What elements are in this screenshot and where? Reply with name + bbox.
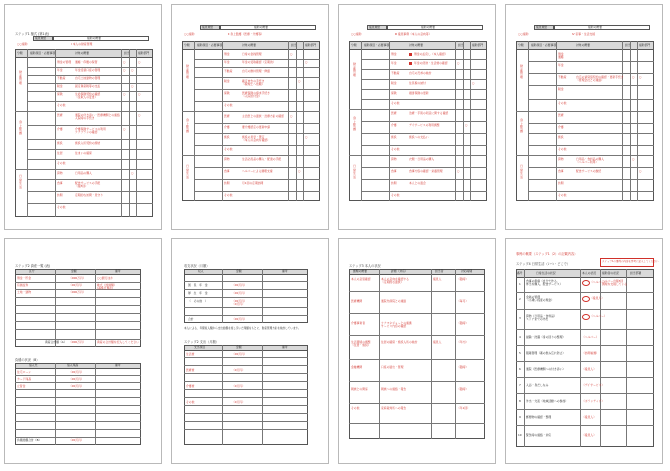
category-label: 後見類型 [202, 25, 214, 29]
assistance-table [182, 41, 320, 201]
category-label: 後見類型 [536, 25, 548, 29]
table-header: 援助の概要 [421, 25, 435, 29]
document-page-1: ステップ1 様式 (第1表) 後見類型 援助の概要 ○○援助 Ⅰ 本人の財産管理 分類 援助項目・必要事項 対象の概要 担当 援助部門 財産管理 身上監護 日常生活 預金の管理 通帳・印鑑の保管 ○ ○ 年金 年金受領口座の管理 ○ ○ 不動産 自宅土地建物の管理 税金 固定資産税等の支払 ○ 保険 生命保険契約の確認 （受取人の変更） ○ ○ その他 医療 通院の付き添い・医療機関との連絡 入院時の手続き ○ 介護 介護保険サービスの利用 ケアプランの確認 ○ 施設 施設入所契約の締結 住居 住まいの確保 その他 買物 日用品の購入 ○ 食事 配食サービスの手配 （週3回） 訪問 定期的な訪問・見守り その他 [4, 4, 162, 230]
page-caption: ステップ1 様式 (第1表) [15, 32, 50, 36]
page-caption: ステップ2 資産一覧 (表) [15, 264, 51, 268]
page-caption: ステップ4 日常生活（いつ・どこで） [516, 262, 570, 266]
section-title: Ⅳ 家事・生活支援 [572, 32, 596, 36]
page-caption: ステップ3 本人の状況 [349, 264, 381, 268]
section-title: Ⅱ 身上監護（医療・介護等） [228, 32, 264, 36]
document-page-2: 後見類型 援助の概要 ○○援助 Ⅱ 身上監護（医療・介護等） 分類 援助項目・必要事項 対象の概要 担当 援助部門 財産管理 身上監護 日常生活 預金 日常の金銭管理 ○ 年金 年金の受取確認（定期的） ○ 不動産 自宅の維持管理・修繕 税金 確定申告の手続き （税理士へ依頼） ○ 保険 医療保険の請求手続き （入院給付金） その他 医療 主治医との面談・治療方針の確認 ○ 介護 要介護認定の更新申請 施設 施設の見学・選定 （本人の意向を確認） ○ その他 買物 生活必需品の購入・配達の手配 食事 ヘルパーによる調理支援 ○ 訪問 月1回の定期訪問 その他 [171, 4, 329, 230]
asset-total-label: 資産合計額（A） [45, 340, 67, 344]
expense-table [184, 345, 308, 445]
expense-caption: ステップ2 支出（月額） [184, 340, 219, 344]
debt-caption: 負債の状況（B） [15, 358, 40, 362]
table-header: 援助の概要 [87, 36, 101, 40]
document-page-8: 事例の概要（ステップ1（2）の記載内容） ステップ4 日常生活（いつ・どこで） ステップ1の事例の内容を参考に記入してください 番号 日常生活の状況 本人の状況 援助者の状況 担当部署 1 食事の準備（自分で作る、 弁当を購入、配食サービス） （ヘルパー） ヘルパーが週3回 調理を支援している 2 金銭の管理 （小遣い程度の現金） （後見人） 3 買物（日用品・食料品） ストアまでの外出 （ヘルパー） 4 掃除・洗濯（身の回りの整理） （ヘルパー） 5 服薬管理（薬の飲み忘れ防止） （訪問看護） 6 通院（医療機関への付き添い） （後見人） 7 入浴・身だしなみ （デイサービス） 8 外出・交流（地域活動への参加） （ボランティア） 9 郵便物の確認・整理 （後見人） 10 緊急時の連絡・対応 （後見人） [505, 238, 663, 464]
section-label: ○○援助 [351, 32, 362, 36]
asset-table [15, 269, 141, 347]
assistance-table [516, 41, 654, 201]
table-header: 援助の概要 [254, 25, 268, 29]
section-title: Ⅰ 本人の財産管理 [71, 42, 93, 46]
page-caption: 収支状況（月額） [184, 264, 210, 268]
document-page-4: 後見類型 援助の概要 ○○援助 Ⅳ 家事・生活支援 分類 援助項目・必要事項 対象の概要 担当 援助部門 財産管理 身上監護 日常生活 預金 通帳 年金 不動産 自宅の賃貸借契約の確認・更新手続き （管理会社との連絡） ○ ○ 税金 その他 医療 介護 施設 その他 買物 日用品・食料品の購入 （ヘルパー利用） ○ 食事 配食サービスの継続 ○ 訪問 その他 [505, 4, 663, 230]
section-label: ○○援助 [17, 42, 28, 46]
income-note: 本人による、年間収入額から支出総額を差し引いた残額をもとに、財産管理方針を検討しています。 [184, 327, 301, 330]
red-note: ステップ1の事例の内容を参考に記入してください [602, 260, 659, 263]
debt-total-label: 負債総額合計（B） [17, 438, 42, 442]
document-page-5: ステップ2 資産一覧 (表) 区分 金額 備考 預金・貯金 （000万円） ○○銀行ほか 有価証券 （00万円） 株式（評価額） (基準日現在) 土地・建物 （000万円） 資産合計額（A） （000万円） 資産の合計額を記入してください 負債の状況（B） 借入先 借入残高 備考 住宅ローン （00万円） カード残高 （00万円） 立替金 （00万円） 負債総額合計（B） （00万円） [4, 238, 162, 464]
category-label: 後見類型 [35, 36, 47, 40]
section-label: ○○援助 [184, 32, 195, 36]
section-label: ○○援助 [518, 32, 529, 36]
category-label: 後見類型 [369, 25, 381, 29]
section-title: Ⅲ 後見事務（本人の意向等） [395, 32, 432, 36]
document-page-3: 後見類型 援助の概要 ○○援助 Ⅲ 後見事務（本人の意向等） 分類 援助項目・必要事項 対象の概要 担当 援助部門 財産管理 身上監護 日常生活 預金の払戻し（本人確認） 預金 年金 年金の使途・生活費の確認 ○ 不動産 自宅の売却の検討 税金 住民税の納付 ○ 保険 損害保険の更新 その他 医療 治療・手術の同意に関する確認 介護 デイサービスの利用調整 ○ 施設 施設への支払い その他 買物 衣類・日用品の購入 食事 食事内容の確認・栄養管理 ○ 訪問 本人との面会 その他 [338, 4, 496, 230]
document-page-6: 収支状況（月額） 収入 金額 備考 国 民 年 金 （00万円） 厚 生 年 金 （00万円） （ その他 ） （00万円） （0万円） 合計 （00万円） 本人による、年間収入額から支出総額を差し引いた残額をもとに、財産管理方針を検討しています。 ステップ2 支出（月額） 支出項目 金額 備考 生活費 （00万円） 医療費 （0万円） 介護費 （0万円） その他 （0万円） [171, 238, 329, 464]
situation-table [349, 269, 485, 439]
table-header: 援助の概要 [588, 25, 602, 29]
document-page-7: ステップ3 本人の状況 課題の概要 詳細（対応） 担当者 対応時期 本人の意思確認 本人の意向を確認する （定期的な面談） 後見人 （随時） 医療機関 通院先病院との連絡 （毎月） 介護事業者 ケアマネジャーとの連携 サービス内容の確認 （随時） 生活環境の調整 （住居・施設） 住居の確保・施設入所の検討 後見人 （年内） 金融機関 口座の届出・管理 （随時） 親族との関係 親族への連絡・報告 （随時） その他 家庭裁判所への報告 （年1回） [338, 238, 496, 464]
red-caption: 事例の概要（ステップ1（2）の記載内容） [516, 252, 578, 256]
